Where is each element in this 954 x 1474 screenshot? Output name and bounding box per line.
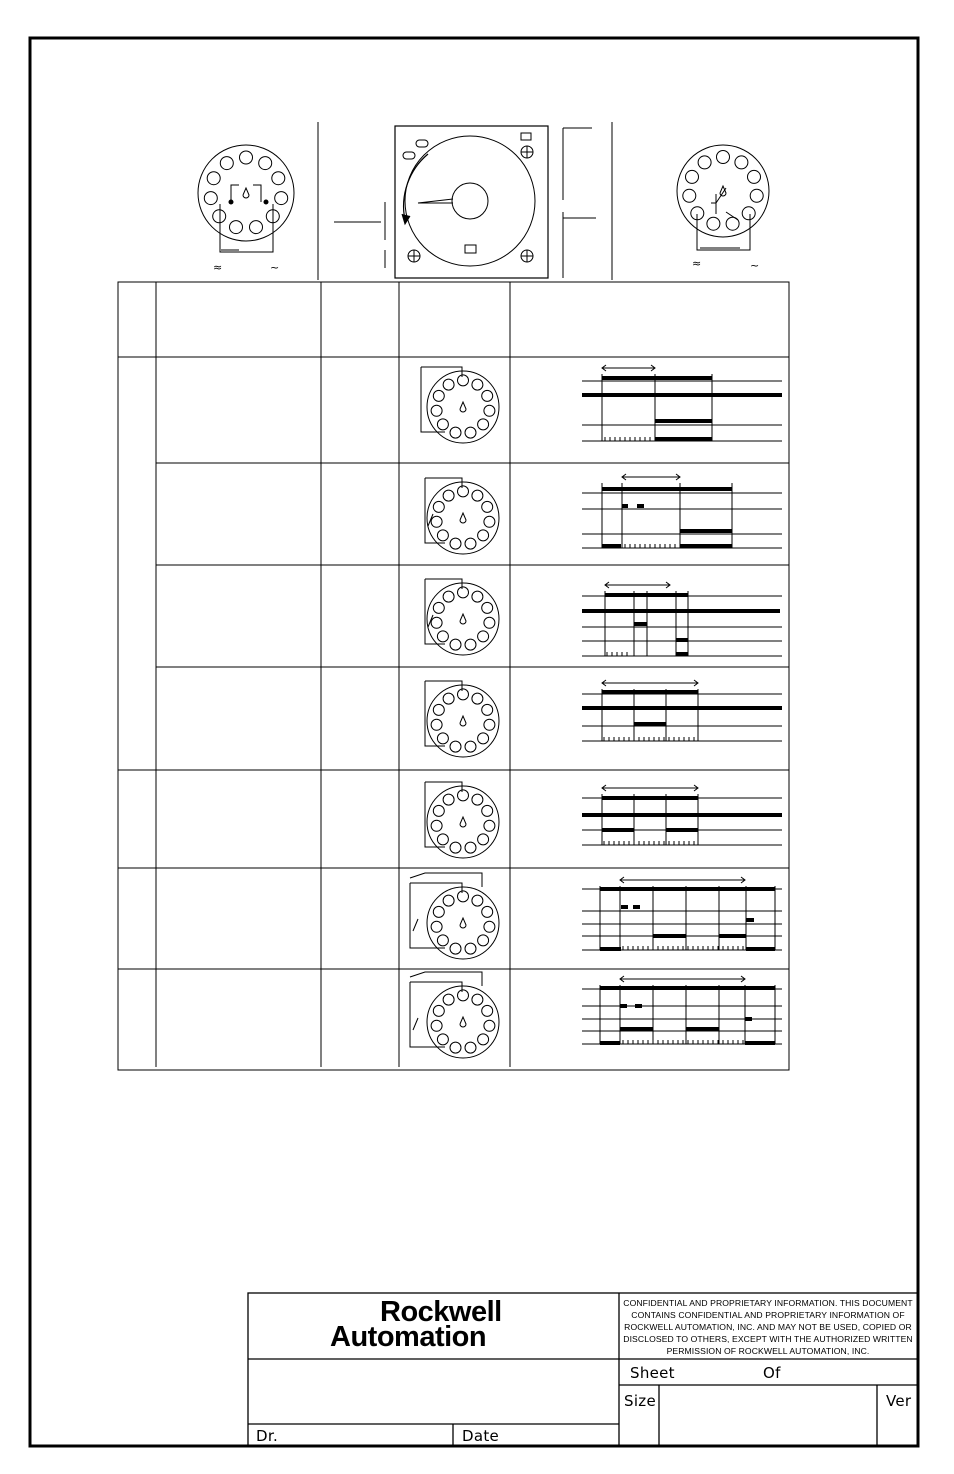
timing-chart-row-7 xyxy=(582,976,782,1045)
socket-diagram-row-4 xyxy=(425,681,499,757)
timing-chart-row-3 xyxy=(582,582,782,656)
date-label: Date xyxy=(462,1427,500,1445)
socket-diagram-row-6 xyxy=(410,873,499,959)
socket-diagram-row-5 xyxy=(425,782,499,858)
socket-diagram-row-3 xyxy=(425,579,499,655)
ac-symbol-right: ~ xyxy=(750,259,760,272)
ver-label: Ver xyxy=(886,1392,912,1410)
socket-diagram-row-7 xyxy=(410,972,499,1058)
relay-socket-left xyxy=(198,145,294,252)
timing-chart-row-6 xyxy=(582,877,782,951)
of-label: Of xyxy=(763,1364,781,1382)
timer-face-drawing xyxy=(334,126,596,278)
confidential-notice: CONFIDENTIAL AND PROPRIETARY INFORMATION. THIS DOCUMENT CONTAINS CONFIDENTIAL AND PROPRIETARY INFORMATION OF ROCKWELL AUTOMATION, INC. AND MAY NOT BE USED, COPIED OR DISCLOSED TO OTHERS, EXCEPT WITH THE AUTHORIZED WRITTEN PERMISSION OF ROCKWELL AUTOMATION, INC. xyxy=(623,1298,913,1356)
brand-logo-line2: Automation xyxy=(330,1321,487,1353)
function-table xyxy=(118,282,789,1070)
size-label: Size xyxy=(624,1392,656,1410)
acdc-symbol-right: ≈ xyxy=(692,257,702,270)
brand-logo-line1: Rockwell xyxy=(380,1296,502,1328)
ac-symbol-left: ~ xyxy=(270,261,280,274)
relay-socket-right xyxy=(677,145,769,250)
socket-diagram-row-1 xyxy=(421,367,499,443)
timing-chart-row-2 xyxy=(582,474,782,548)
timing-chart-row-5 xyxy=(582,785,782,845)
drawn-by-label: Dr. xyxy=(256,1427,279,1445)
timing-chart-row-4 xyxy=(582,680,782,741)
acdc-symbol-left: ≈ xyxy=(213,261,223,274)
socket-diagram-row-2 xyxy=(425,478,499,554)
timing-chart-row-1 xyxy=(582,365,782,441)
sheet-label: Sheet xyxy=(630,1364,675,1382)
